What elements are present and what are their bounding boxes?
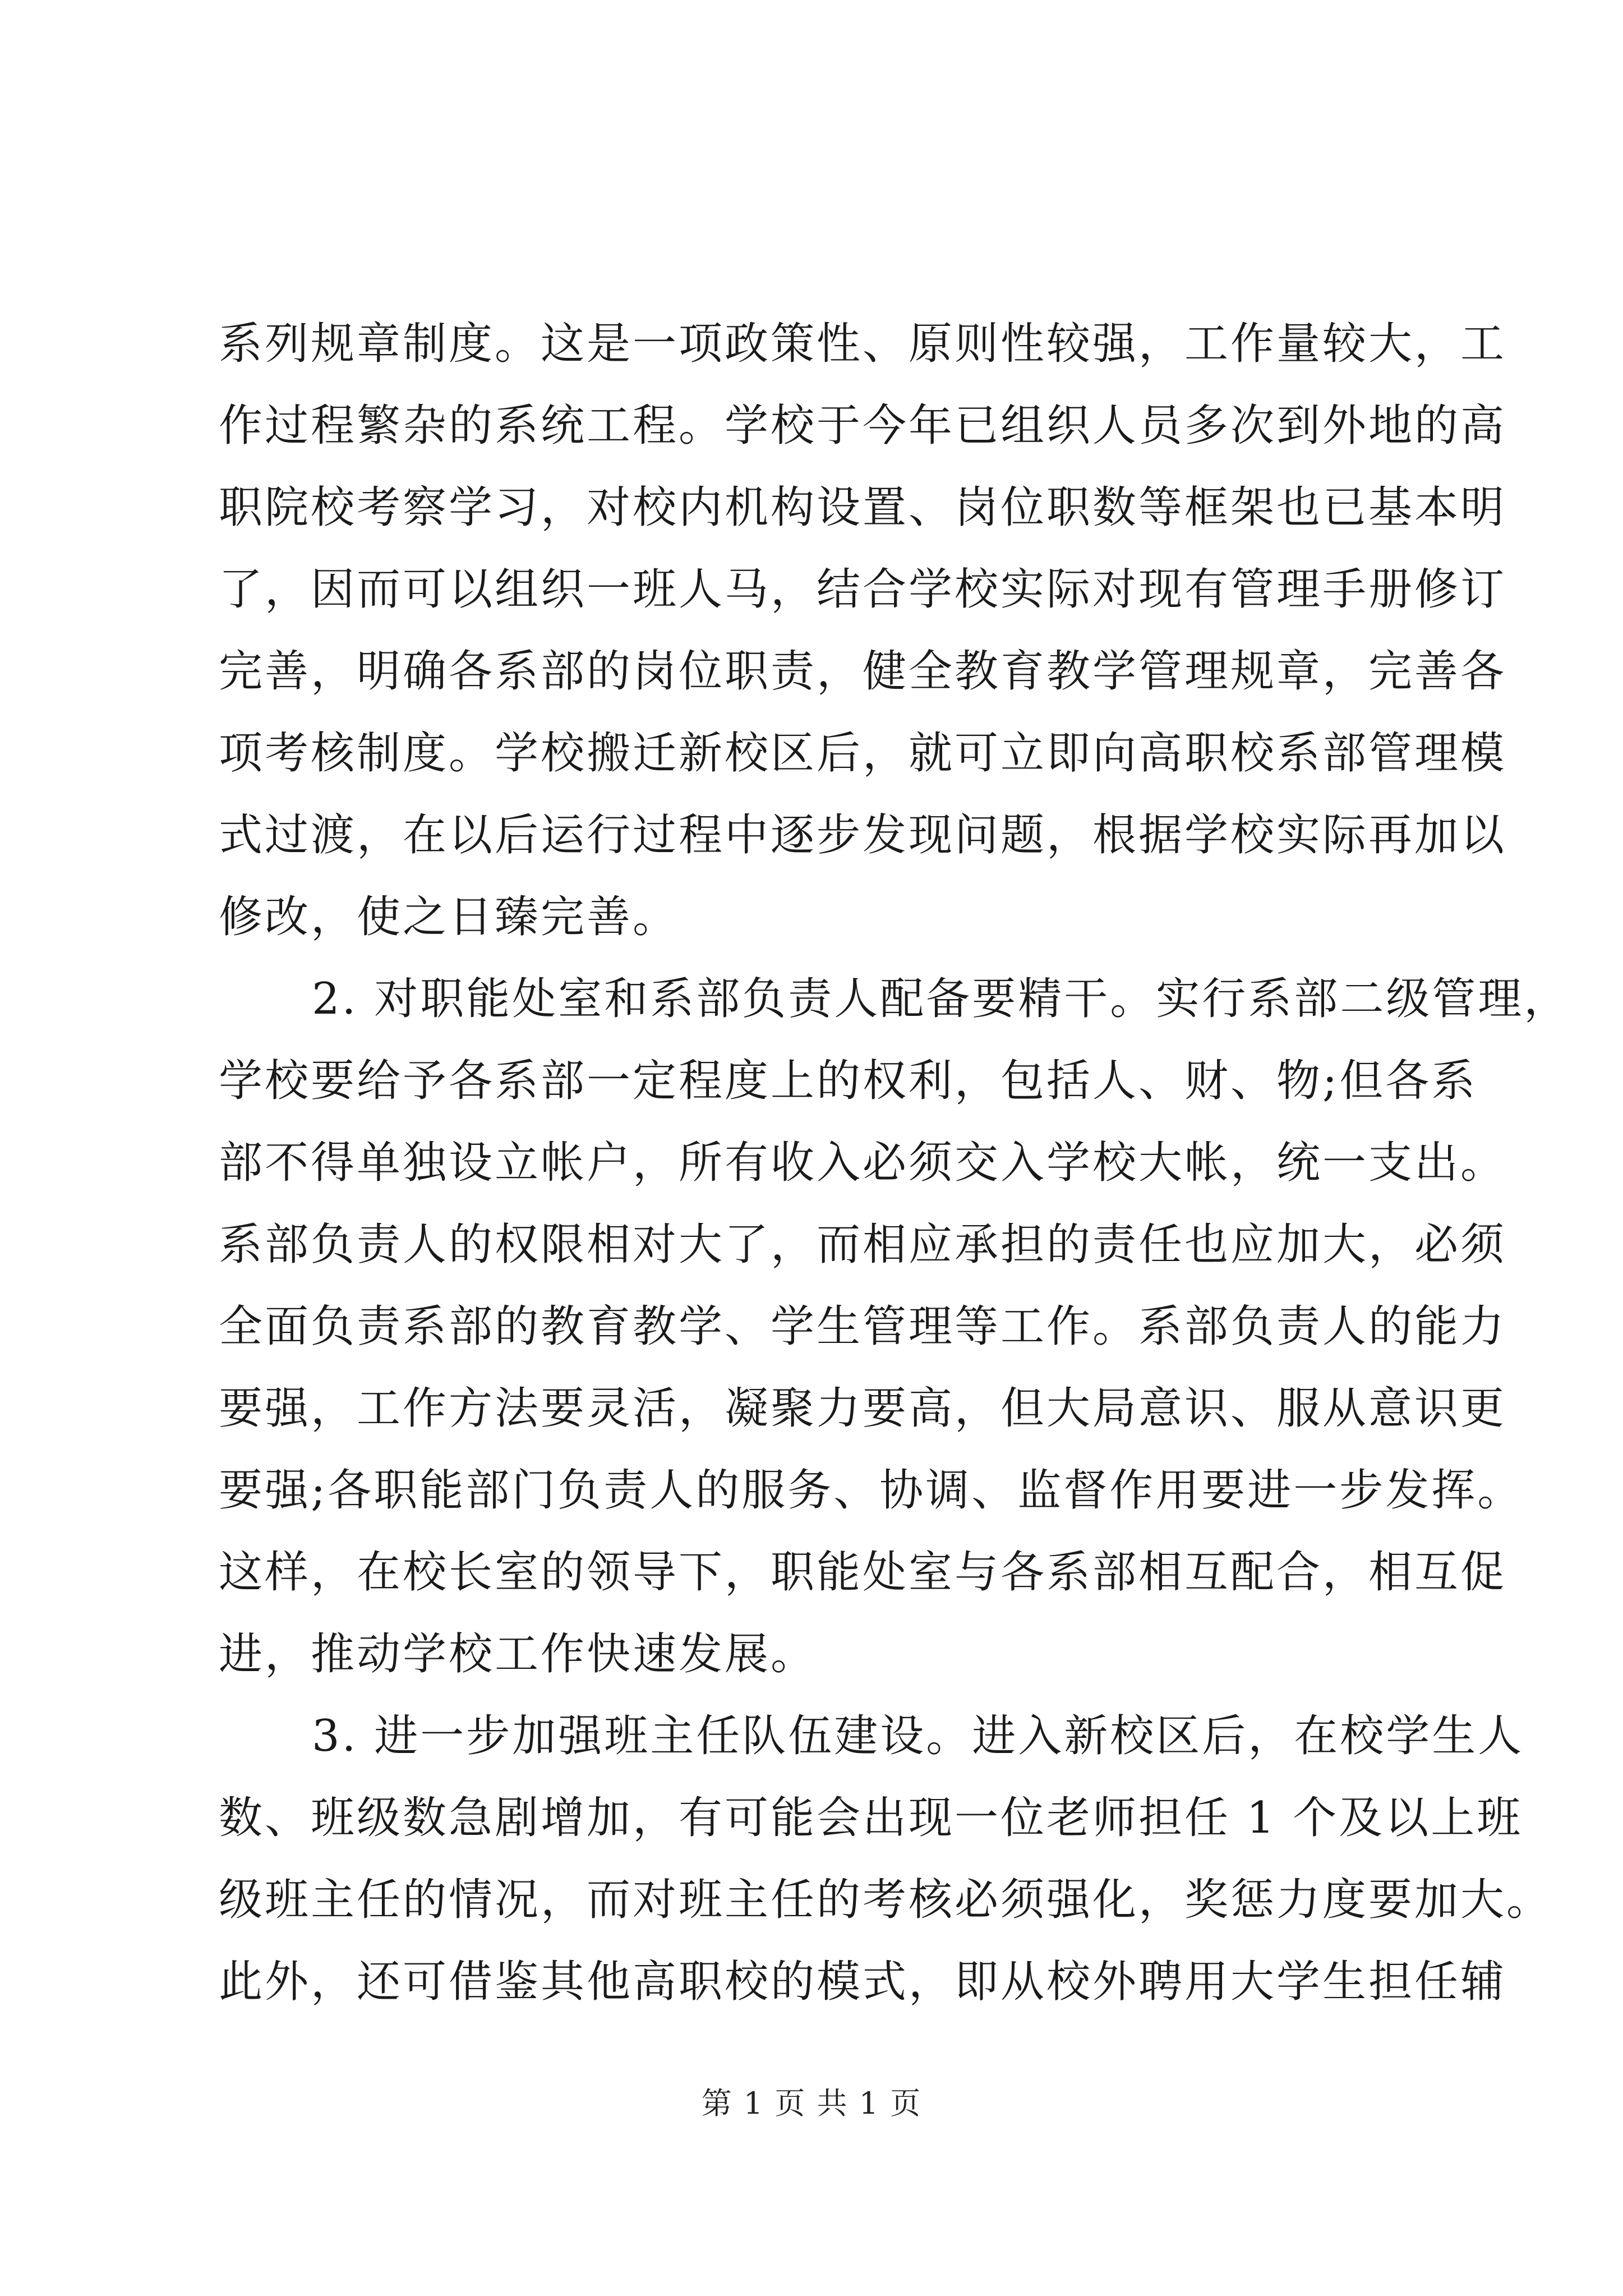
text-line: 全面负责系部的教育教学、学生管理等工作。系部负责人的能力 [219,1301,1507,1352]
text-line: 完善，明确各系部的岗位职责，健全教育教学管理规章，完善各 [219,646,1507,697]
text-line: 进，推动学校工作快速发展。 [219,1629,817,1680]
page-footer: 第 1 页 共 1 页 [701,2086,922,2121]
text-line: 这样，在校长室的领导下，职能处室与各系部相互配合，相互促 [219,1547,1507,1598]
text-line: 了，因而可以组织一班人马，结合学校实际对现有管理手册修订 [219,564,1507,615]
text-line: 系部负责人的权限相对大了，而相应承担的责任也应加大，必须 [219,1220,1507,1270]
text-line: 3. 进一步加强班主任队伍建设。进入新校区后，在校学生人 [312,1711,1524,1761]
text-line: 此外，还可借鉴其他高职校的模式，即从校外聘用大学生担任辅 [219,1957,1507,2007]
text-line: 作过程繁杂的系统工程。学校于今年已组织人员多次到外地的高 [219,401,1507,451]
text-line: 要强;各职能部门负责人的服务、协调、监督作用要进一步发挥。 [219,1465,1524,1516]
text-line: 系列规章制度。这是一项政策性、原则性较强，工作量较大，工 [219,319,1507,369]
text-line: 部不得单独设立帐户，所有收入必须交入学校大帐，统一支出。 [219,1138,1507,1188]
document-body [219,303,1570,2023]
text-line: 修改，使之日臻完善。 [219,892,679,942]
text-line: 职院校考察学习，对校内机构设置、岗位职数等框架也已基本明 [219,482,1507,533]
text-line: 级班主任的情况，而对班主任的考核必须强化，奖惩力度要加大。 [219,1875,1553,1925]
text-line: 要强，工作方法要灵活，凝聚力要高，但大局意识、服从意识更 [219,1383,1507,1434]
text-line: 学校要给予各系部一定程度上的权利，包括人、财、物;但各系 [219,1056,1478,1106]
text-line: 项考核制度。学校搬迁新校区后，就可立即向高职校系部管理模 [219,728,1507,779]
text-line: 式过渡，在以后运行过程中逐步发现问题，根据学校实际再加以 [219,810,1507,861]
text-line: 数、班级数急剧增加，有可能会出现一位老师担任 1 个及以上班 [219,1793,1523,1843]
text-line: 2. 对职能处室和系部负责人配备要精干。实行系部二级管理， [312,974,1570,1024]
